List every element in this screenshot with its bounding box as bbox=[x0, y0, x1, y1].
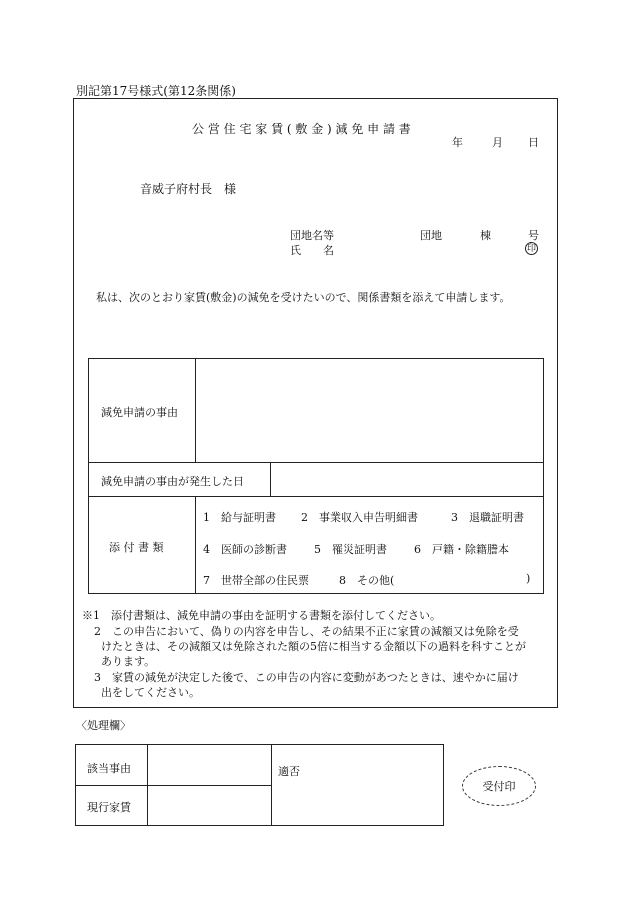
note-3: 3 家賃の減免が決定した後で、この申告の内容に変動があつたときは、速やかに届け bbox=[94, 671, 519, 684]
date-occurred-field[interactable] bbox=[272, 464, 542, 494]
statement: 私は、次のとおり家賃(敷金)の減免を受けたいので、関係書類を添えて申請します。 bbox=[96, 291, 511, 304]
attach-item-1: 1 給与証明書 bbox=[203, 511, 276, 524]
seal-icon: 印 bbox=[526, 244, 536, 254]
applicable-reason-label: 該当事由 bbox=[87, 762, 131, 775]
date-day: 日 bbox=[528, 136, 539, 149]
attach-item-7: 7 世帯全部の住民票 bbox=[203, 574, 309, 587]
note-2: 2 この申告において、偽りの内容を申告し、その結果不正に家賃の減額又は免除を受 bbox=[94, 625, 519, 638]
form-code: 別記第17号様式(第12条関係) bbox=[76, 84, 236, 98]
room-unit: 号 bbox=[528, 229, 539, 242]
date-year: 年 bbox=[452, 136, 463, 149]
attach-item-8: 8 その他( bbox=[339, 574, 395, 587]
attach-item-6: 6 戸籍・除籍謄本 bbox=[414, 543, 509, 556]
receipt-stamp: 受付印 bbox=[462, 766, 536, 806]
form-title: 公 営 住 宅 家 賃 ( 敷 金 ) 減 免 申 請 書 bbox=[192, 122, 411, 136]
date-month: 月 bbox=[492, 136, 503, 149]
addressee: 音威子府村長 様 bbox=[140, 182, 237, 196]
approval-label: 適否 bbox=[278, 765, 300, 778]
complex-unit: 団地 bbox=[420, 229, 442, 242]
note-2-cont2: あります。 bbox=[101, 655, 156, 668]
current-rent-label: 現行家賃 bbox=[87, 801, 131, 814]
attach-item-4: 4 医師の診断書 bbox=[203, 543, 287, 556]
attach-item-8-close: ) bbox=[526, 572, 531, 585]
reason-label: 減免申請の事由 bbox=[101, 406, 178, 419]
building-unit: 棟 bbox=[480, 229, 491, 242]
processing-heading: 〈処理欄〉 bbox=[76, 719, 131, 732]
attach-item-3: 3 退職証明書 bbox=[451, 511, 524, 524]
reason-field[interactable] bbox=[197, 360, 542, 460]
note-2-cont1: けたときは、その減額又は免除された額の5倍に相当する金額以下の過料を科すことが bbox=[101, 640, 526, 653]
note-1: ※1 添付書類は、減免申請の事由を証明する書類を添付してください。 bbox=[82, 609, 441, 622]
date-occurred-label: 減免申請の事由が発生した日 bbox=[101, 475, 244, 488]
name-label: 氏 名 bbox=[290, 244, 334, 257]
attach-item-5: 5 罹災証明書 bbox=[314, 543, 387, 556]
complex-label: 団地名等 bbox=[290, 229, 334, 242]
note-3-cont: 出をしてください。 bbox=[101, 686, 200, 699]
attachments-label: 添 付 書 類 bbox=[109, 541, 164, 554]
attach-item-2: 2 事業収入申告明細書 bbox=[301, 511, 418, 524]
